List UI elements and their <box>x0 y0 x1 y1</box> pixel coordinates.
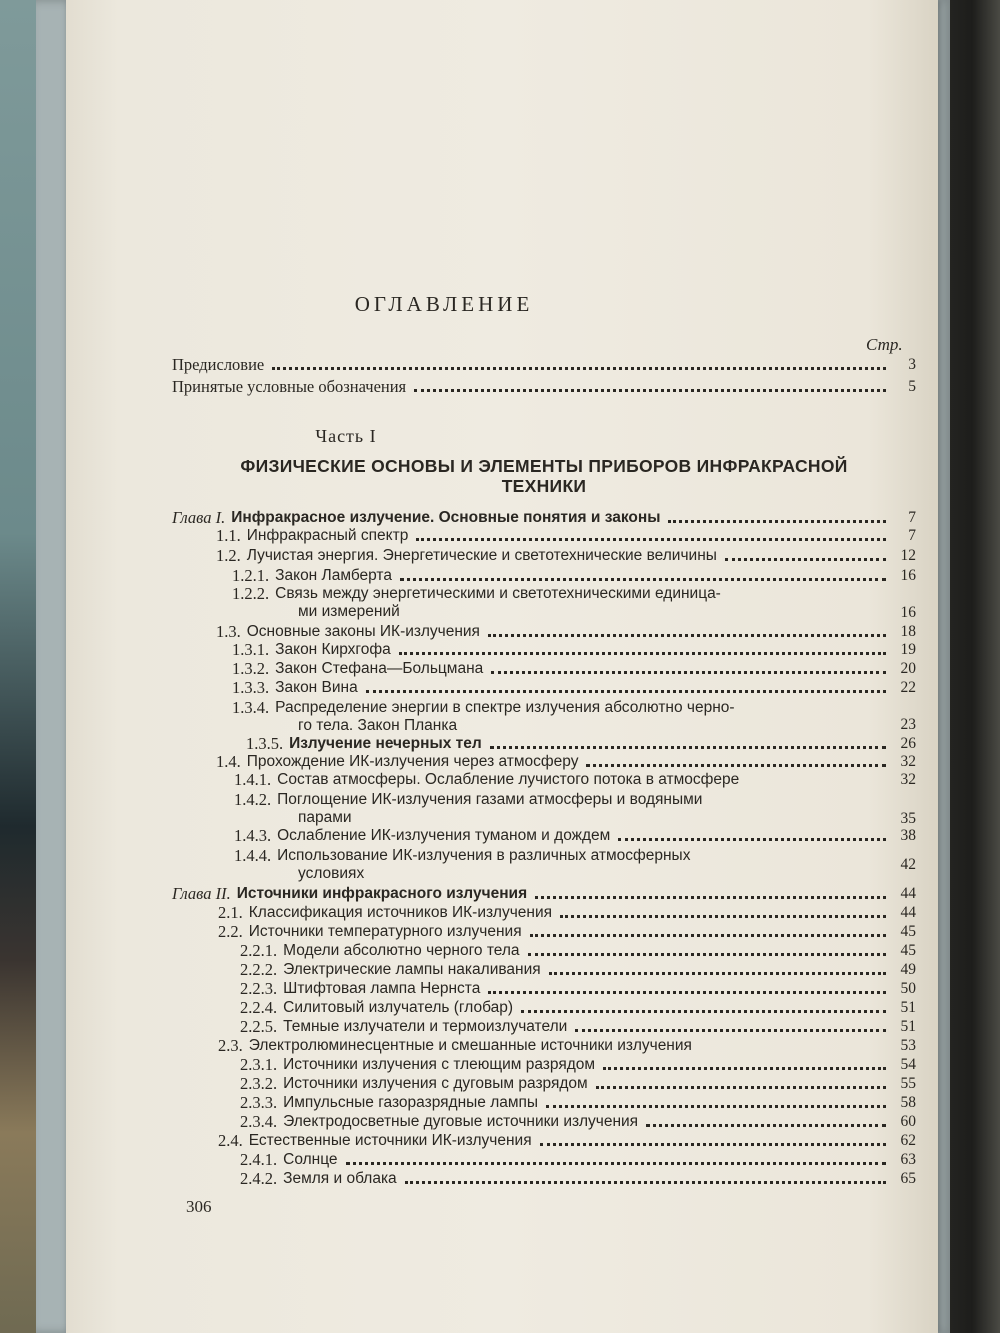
leader-dots <box>618 828 886 841</box>
toc-entry-page: 16 <box>900 604 916 621</box>
leader-dots <box>560 905 886 918</box>
toc-entry[interactable] <box>240 1074 916 1093</box>
part-label: Часть I <box>315 426 377 446</box>
leader-dots <box>405 1171 886 1184</box>
toc-entry-page: 5 <box>908 378 916 395</box>
toc-entry-title: Солнце <box>283 1151 338 1168</box>
section-number: 2.3.4. <box>240 1112 278 1131</box>
toc-entry-title: Электрические лампы накаливания <box>283 961 541 978</box>
toc-entry-page: 3 <box>908 356 916 373</box>
toc-entry-title: Использование ИК-излучения в различных атмосферных <box>277 847 691 864</box>
toc-heading: ОГЛАВЛЕНИЕ <box>354 292 534 316</box>
leader-dots <box>549 962 886 975</box>
section-number: 2.2.1. <box>240 941 278 960</box>
leader-dots <box>586 754 886 767</box>
toc-entry-page: 32 <box>900 771 916 788</box>
toc-entry-page: 53 <box>900 1037 916 1054</box>
section-number: 1.3.5. <box>246 734 284 753</box>
leader-dots <box>528 943 886 956</box>
toc-entry-page: 45 <box>900 942 916 959</box>
toc-entry[interactable] <box>240 979 916 998</box>
section-number: 2.3. <box>218 1036 243 1055</box>
section-number: 2.3.2. <box>240 1074 278 1093</box>
toc-entry[interactable] <box>234 846 916 865</box>
section-number: 2.4. <box>218 1131 243 1150</box>
toc-entry-title: Прохождение ИК-излучения через атмосферу <box>246 753 579 770</box>
page-column-label: Стр. <box>866 335 903 354</box>
toc-entry[interactable] <box>232 659 916 678</box>
leader-dots <box>530 924 886 937</box>
section-number: 2.2.3. <box>240 979 278 998</box>
toc-entry-page: 51 <box>900 999 916 1016</box>
toc-entry-page: 38 <box>900 827 916 844</box>
section-number: 2.2. <box>218 922 243 941</box>
toc-entry[interactable] <box>240 1093 916 1112</box>
toc-entry-page: 26 <box>900 735 916 752</box>
toc-entry[interactable] <box>240 941 916 960</box>
section-number: 1.3.4. <box>232 698 270 717</box>
toc-entry-title: Источники температурного излучения <box>248 923 522 940</box>
toc-entry-page: 18 <box>900 623 916 640</box>
section-number: 1.3.1. <box>232 640 270 659</box>
toc-entry-page: 7 <box>908 509 916 526</box>
toc-entry-title: Штифтовая лампа Нернста <box>283 980 481 997</box>
section-number: 2.4.1. <box>240 1150 278 1169</box>
leader-dots <box>416 528 886 541</box>
toc-entry-title: Излучение нечерных тел <box>289 735 482 752</box>
toc-entry-continuation: парами <box>298 809 352 826</box>
toc-entry-notation[interactable] <box>172 377 916 396</box>
toc-entry-title: Распределение энергии в спектре излучения абсолютно черно- <box>275 699 735 716</box>
section-number: 1.4.3. <box>234 826 272 845</box>
toc-entry-title: Источники инфракрасного излучения <box>236 885 528 902</box>
section-number: 1.3.2. <box>232 659 270 678</box>
section-number: 2.4.2. <box>240 1169 278 1188</box>
section-number: 2.3.1. <box>240 1055 278 1074</box>
toc-entry[interactable] <box>218 903 916 922</box>
toc-entry-title: Закон Кирхгофа <box>275 641 391 658</box>
toc-entry-title: Состав атмосферы. Ослабление лучистого потока в атмосфере <box>277 771 740 788</box>
toc-entry-page: 42 <box>900 856 916 873</box>
toc-entry-page: 12 <box>900 547 916 564</box>
toc-entry-title: Предисловие <box>172 355 265 374</box>
toc-entry-title: Ослабление ИК-излучения туманом и дождем <box>277 827 611 844</box>
chapter-number: Глава II. <box>172 884 231 903</box>
toc-entry-title: Модели абсолютно черного тела <box>283 942 520 959</box>
toc-entry-title: Закон Вина <box>275 679 358 696</box>
section-number: 1.4.4. <box>234 846 272 865</box>
leader-dots <box>488 624 886 637</box>
toc-entry-page: 55 <box>900 1075 916 1092</box>
toc-entry-page: 50 <box>900 980 916 997</box>
toc-entry[interactable] <box>218 1131 916 1150</box>
toc-chapter-2[interactable] <box>172 884 916 903</box>
toc-entry[interactable] <box>216 622 916 641</box>
toc-entry-title: Земля и облака <box>283 1170 397 1187</box>
leader-dots <box>488 981 886 994</box>
leader-dots <box>272 357 886 370</box>
toc-entry-page: 45 <box>900 923 916 940</box>
toc-entry[interactable] <box>218 1036 916 1055</box>
toc-entry[interactable] <box>232 678 916 697</box>
section-number: 1.3. <box>216 622 241 641</box>
leader-dots <box>346 1152 886 1165</box>
toc-entry-page: 7 <box>908 527 916 544</box>
book-page <box>66 0 938 1333</box>
toc-entry-page: 22 <box>900 679 916 696</box>
toc-entry-page: 54 <box>900 1056 916 1073</box>
leader-dots <box>366 680 886 693</box>
section-number: 1.2. <box>216 546 241 565</box>
chapter-number: Глава I. <box>172 508 226 527</box>
leader-dots <box>725 548 886 561</box>
toc-entry[interactable] <box>216 526 916 545</box>
toc-entry-page: 32 <box>900 753 916 770</box>
toc-entry[interactable] <box>240 1017 916 1036</box>
toc-entry-title: Электролюминесцентные и смешанные источники излучения <box>248 1037 692 1054</box>
leader-dots <box>535 886 886 899</box>
leader-dots <box>646 1114 886 1127</box>
toc-entry[interactable] <box>246 734 916 753</box>
toc-entry[interactable] <box>232 640 916 659</box>
toc-entry-page: 20 <box>900 660 916 677</box>
leader-dots <box>540 1133 886 1146</box>
toc-entry-title: Источники излучения с дуговым разрядом <box>283 1075 588 1092</box>
toc-content <box>66 0 938 1333</box>
section-number: 1.2.1. <box>232 566 270 585</box>
toc-entry-continuation: го тела. Закон Планка <box>298 717 458 734</box>
section-number: 1.3.3. <box>232 678 270 697</box>
section-number: 2.2.2. <box>240 960 278 979</box>
toc-entry-page: 51 <box>900 1018 916 1035</box>
section-number: 1.4. <box>216 752 241 771</box>
toc-entry-preface[interactable] <box>172 355 916 374</box>
toc-entry[interactable] <box>240 1169 916 1188</box>
leader-dots <box>546 1095 886 1108</box>
toc-entry[interactable] <box>234 826 916 845</box>
toc-entry[interactable] <box>240 1112 916 1131</box>
part-title-line: ФИЗИЧЕСКИЕ ОСНОВЫ И ЭЛЕМЕНТЫ ПРИБОРОВ ИНФРАКРАСНОЙ <box>240 456 848 476</box>
section-number: 1.4.2. <box>234 790 272 809</box>
leader-dots <box>490 736 886 749</box>
toc-entry-title: Электродосветные дуговые источники излучения <box>283 1113 639 1130</box>
toc-entry-title: Импульсные газоразрядные лампы <box>283 1094 539 1111</box>
toc-entry[interactable] <box>240 960 916 979</box>
part-title-line: ТЕХНИКИ <box>501 476 587 496</box>
leader-dots <box>521 1000 886 1013</box>
toc-entry[interactable] <box>240 1055 916 1074</box>
toc-entry-page: 58 <box>900 1094 916 1111</box>
toc-entry-title: Принятые условные обозначения <box>172 377 407 396</box>
toc-entry-page: 49 <box>900 961 916 978</box>
section-number: 2.3.3. <box>240 1093 278 1112</box>
toc-entry[interactable] <box>216 752 916 771</box>
toc-entry[interactable] <box>240 998 916 1017</box>
toc-entry-page: 63 <box>900 1151 916 1168</box>
section-number: 1.1. <box>216 526 241 545</box>
toc-entry-title: Закон Стефана—Больцмана <box>275 660 484 677</box>
toc-entry-title: Поглощение ИК-излучения газами атмосферы и водяными <box>277 791 703 808</box>
leader-dots <box>491 661 886 674</box>
section-number: 1.4.1. <box>234 770 272 789</box>
toc-entry-title: Классификация источников ИК-излучения <box>248 904 553 921</box>
toc-entry-title: Связь между энергетическими и светотехническими единица- <box>275 585 721 602</box>
toc-entry-page: 60 <box>900 1113 916 1130</box>
toc-entry[interactable] <box>218 922 916 941</box>
toc-chapter-1[interactable] <box>172 508 916 527</box>
toc-entry-title: Естественные источники ИК-излучения <box>248 1132 532 1149</box>
toc-entry[interactable] <box>232 566 916 585</box>
toc-entry-title: Источники излучения с тлеющим разрядом <box>283 1056 596 1073</box>
leader-dots <box>399 642 886 655</box>
toc-entry-page: 44 <box>900 885 916 902</box>
toc-entry[interactable] <box>240 1150 916 1169</box>
section-number: 1.2.2. <box>232 584 270 603</box>
toc-entry-page: 65 <box>900 1170 916 1187</box>
toc-entry-page: 16 <box>900 567 916 584</box>
leader-dots <box>400 568 886 581</box>
toc-entry-title: Инфракрасное излучение. Основные понятия и законы <box>231 509 661 526</box>
leader-dots <box>414 379 886 392</box>
leader-dots <box>575 1019 886 1032</box>
toc-entry-title: Темные излучатели и термоизлучатели <box>283 1018 568 1035</box>
leader-dots <box>596 1076 886 1089</box>
page-number: 306 <box>186 1197 212 1216</box>
toc-entry[interactable] <box>234 790 916 809</box>
toc-entry-page: 19 <box>900 641 916 658</box>
section-number: 2.2.5. <box>240 1017 278 1036</box>
toc-entry-page: 35 <box>900 810 916 827</box>
toc-entry-page: 44 <box>900 904 916 921</box>
leader-dots <box>603 1057 886 1070</box>
toc-entry[interactable] <box>232 698 916 717</box>
toc-entry-continuation: ми измерений <box>298 603 400 620</box>
part-title <box>174 456 914 496</box>
section-number: 2.1. <box>218 903 243 922</box>
leader-dots <box>668 510 886 523</box>
toc-entry-title: Закон Ламберта <box>275 567 392 584</box>
toc-entry-page: 62 <box>900 1132 916 1149</box>
section-number: 2.2.4. <box>240 998 278 1017</box>
toc-entry[interactable] <box>234 770 916 789</box>
toc-entry-title: Основные законы ИК-излучения <box>246 623 480 640</box>
toc-entry-title: Инфракрасный спектр <box>246 527 409 544</box>
toc-entry-page: 23 <box>900 716 916 733</box>
toc-entry[interactable] <box>232 584 916 603</box>
toc-entry-title: Силитовый излучатель (глобар) <box>283 999 513 1016</box>
toc-entry-title: Лучистая энергия. Энергетические и светотехнические величины <box>246 547 717 564</box>
toc-entry[interactable] <box>216 546 916 565</box>
toc-entry-continuation: условиях <box>298 865 365 882</box>
